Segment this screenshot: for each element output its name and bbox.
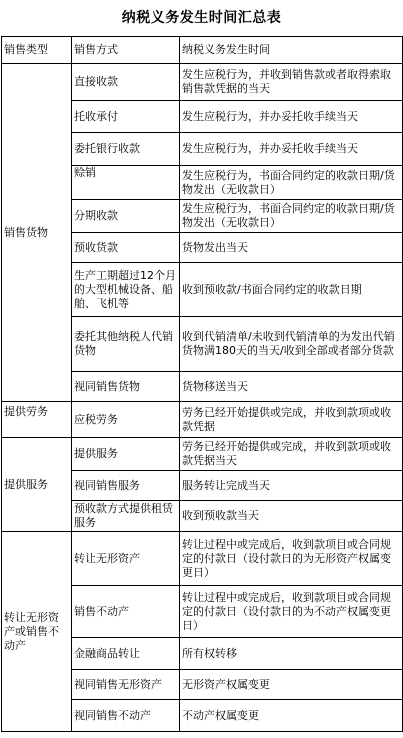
tax-time-cell: 所有权转移 xyxy=(180,638,403,670)
tax-time-cell: 收到预收款当天 xyxy=(180,501,403,532)
tax-time-cell: 劳务已经开始提供或完成，并收到款项或收款凭据 xyxy=(180,402,403,438)
table-row xyxy=(2,402,403,438)
sales-method-cell: 视同销售无形资产 xyxy=(72,670,180,700)
sales-method-cell: 委托其他纳税人代销货物 xyxy=(72,317,180,372)
tax-time-cell: 发生应税行为，书面合同约定的收款日期/货物发出（无收款日） xyxy=(180,200,403,233)
header-sales-type: 销售类型 xyxy=(2,37,72,64)
tax-time-cell: 服务转让完成当天 xyxy=(180,471,403,501)
sales-method-cell: 销售不动产 xyxy=(72,586,180,638)
sales-method-cell: 预收货款 xyxy=(72,233,180,263)
sales-method-cell: 转让无形资产 xyxy=(72,532,180,586)
table-row xyxy=(2,64,403,101)
table-row xyxy=(2,532,403,586)
tax-time-cell: 收到预收款/书面合同约定的收款日期 xyxy=(180,263,403,317)
sales-method-cell: 生产工期超过12个月的大型机械设备、船舶、飞机等 xyxy=(72,263,180,317)
tax-time-cell: 发生应税行为，书面合同约定的收款日期/货物发出（无收款日） xyxy=(180,166,403,200)
sales-method-cell: 视同销售货物 xyxy=(72,372,180,402)
tax-time-cell: 收到代销清单/未收到代销清单的为发出代销货物满180天的当天/收到全部或者部分货款 xyxy=(180,317,403,372)
sales-method-cell: 视同销售服务 xyxy=(72,471,180,501)
tax-time-cell: 转让过程中或完成后，收到款项目或合同规定的付款日（设付款日的为无形资产权属变更日） xyxy=(180,532,403,586)
sales-method-cell: 应税劳务 xyxy=(72,402,180,438)
sales-method-cell: 赊销 xyxy=(72,166,180,200)
tax-time-table xyxy=(1,36,403,732)
header-tax-time: 纳税义务发生时间 xyxy=(180,37,403,64)
sales-type-cell: 提供服务 xyxy=(2,438,72,532)
sales-method-cell: 委托银行收款 xyxy=(72,133,180,166)
tax-time-cell: 货物发出当天 xyxy=(180,233,403,263)
tax-time-cell: 发生应税行为，并办妥托收手续当天 xyxy=(180,101,403,133)
page-title: 纳税义务发生时间汇总表 xyxy=(121,10,282,26)
sales-method-cell: 分期收款 xyxy=(72,200,180,233)
tax-time-cell: 货物移送当天 xyxy=(180,372,403,402)
tax-time-cell: 转让过程中或完成后，收到款项目或合同规定的付款日（设付款日的为不动产权属变更日） xyxy=(180,586,403,638)
tax-time-cell: 不动产权属变更 xyxy=(180,700,403,732)
tax-time-cell: 劳务已经开始提供或完成，并收到款项或收款凭据当天 xyxy=(180,438,403,471)
sales-type-cell: 提供劳务 xyxy=(2,402,72,438)
tax-time-cell: 无形资产权属变更 xyxy=(180,670,403,700)
table-row xyxy=(2,438,403,471)
sales-method-cell: 视同销售不动产 xyxy=(72,700,180,732)
tax-time-cell: 发生应税行为，并收到销售款或者取得索取销售款凭据的当天 xyxy=(180,64,403,101)
table-header-row xyxy=(2,37,403,64)
sales-method-cell: 托收承付 xyxy=(72,101,180,133)
header-sales-method: 销售方式 xyxy=(72,37,180,64)
sales-method-cell: 金融商品转让 xyxy=(72,638,180,670)
sales-type-cell: 销售货物 xyxy=(2,64,72,402)
sales-method-cell: 提供服务 xyxy=(72,438,180,471)
sales-method-cell: 直接收款 xyxy=(72,64,180,101)
sales-method-cell: 预收款方式提供租赁服务 xyxy=(72,501,180,532)
tax-time-cell: 发生应税行为，并办妥托收手续当天 xyxy=(180,133,403,166)
sales-type-cell: 转让无形资产或销售不动产 xyxy=(2,532,72,732)
